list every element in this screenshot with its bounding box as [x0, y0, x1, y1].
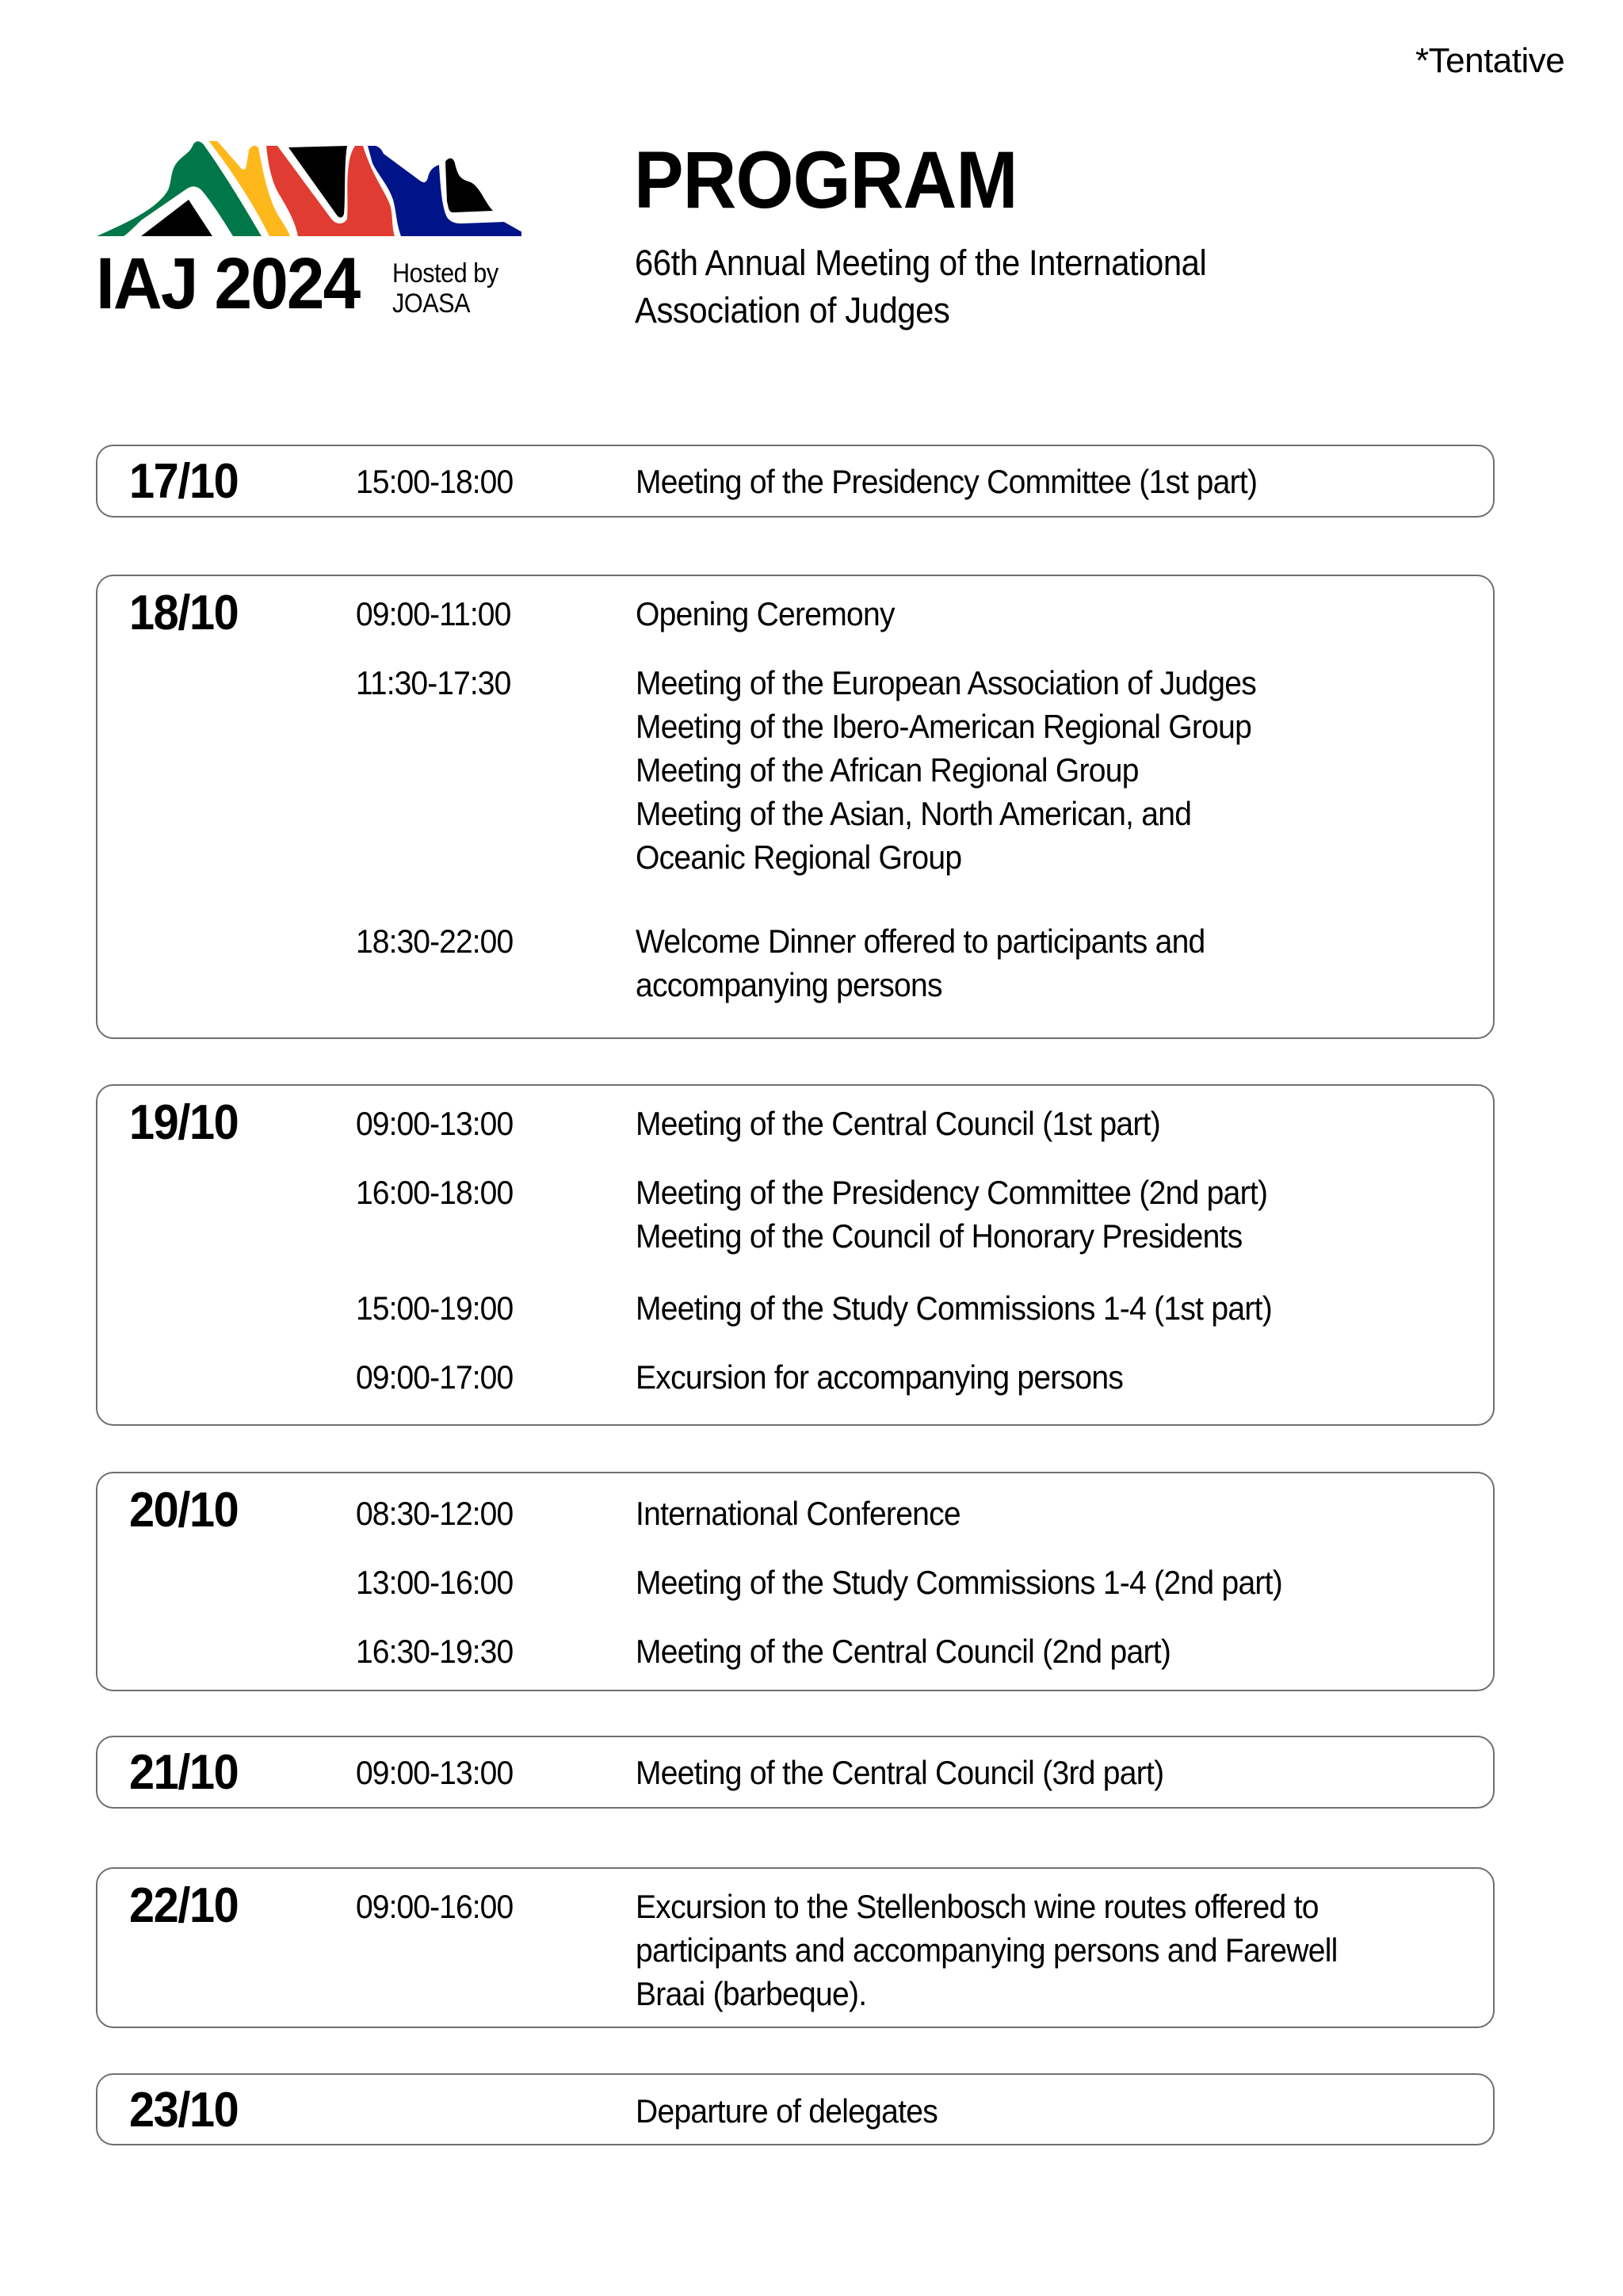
session-event — [636, 1629, 1410, 1673]
day-date: 17/10 — [129, 454, 239, 509]
day-card-21-10 — [96, 1736, 1495, 1809]
session-event — [636, 661, 1410, 879]
session-event — [636, 592, 1410, 636]
day-card-18-10 — [96, 575, 1495, 1039]
subtitle-line-1: 66th Annual Meeting of the International — [635, 243, 1207, 283]
event-line: Meeting of the African Regional Group — [636, 751, 1139, 789]
event-line: Meeting of the Asian, North American, and — [636, 795, 1192, 832]
day-date: 23/10 — [129, 2083, 239, 2137]
event-line: Meeting of the Study Commissions 1-4 (2nd part) — [636, 1564, 1283, 1601]
session-event — [636, 1102, 1410, 1145]
session-time: 08:30-12:00 — [356, 1495, 514, 1532]
session-time: 09:00-16:00 — [356, 1888, 514, 1925]
day-card-23-10 — [96, 2073, 1495, 2145]
day-date: 20/10 — [129, 1483, 239, 1538]
tentative-note: *Tentative — [1415, 41, 1565, 80]
session-time: 13:00-16:00 — [356, 1564, 514, 1601]
event-line: Meeting of the Ibero-American Regional Group — [636, 708, 1252, 745]
logo-host — [392, 258, 498, 319]
session-event — [636, 1885, 1410, 2015]
session-event — [636, 919, 1410, 1007]
hosted-by-label: Hosted by — [392, 258, 498, 288]
session-event — [636, 1355, 1410, 1399]
event-line: Braai (barbeque). — [636, 1975, 867, 2012]
day-card-19-10 — [96, 1084, 1495, 1426]
logo-title: IAJ 2024 — [96, 243, 360, 324]
day-card-20-10 — [96, 1472, 1495, 1691]
day-date: 21/10 — [129, 1745, 239, 1800]
session-event — [636, 1561, 1410, 1604]
event-line: Welcome Dinner offered to participants and — [636, 923, 1205, 960]
event-line: Oceanic Regional Group — [636, 839, 962, 876]
session-event — [636, 460, 1410, 503]
session-event — [636, 1751, 1410, 1794]
event-line: International Conference — [636, 1495, 960, 1532]
event-line: Excursion to the Stellenbosch wine routes offered to — [636, 1888, 1319, 1925]
event-line: Meeting of the European Association of Judges — [636, 664, 1256, 701]
session-time: 09:00-13:00 — [356, 1105, 514, 1142]
event-line: Meeting of the Presidency Committee (2nd part) — [636, 1174, 1268, 1211]
day-date: 18/10 — [129, 586, 239, 640]
page-title: PROGRAM — [634, 135, 1018, 225]
day-date: 19/10 — [129, 1095, 239, 1150]
host-name: JOASA — [392, 288, 471, 319]
session-event — [636, 1492, 1410, 1535]
session-time: 11:30-17:30 — [356, 664, 511, 701]
event-line: Meeting of the Presidency Committee (1st part) — [636, 463, 1258, 500]
day-card-22-10 — [96, 1867, 1495, 2028]
event-line: Meeting of the Central Council (2nd part) — [636, 1633, 1171, 1670]
event-line: Opening Ceremony — [636, 595, 895, 632]
event-line: Meeting of the Central Council (3rd part) — [636, 1754, 1164, 1791]
session-time: 09:00-13:00 — [356, 1754, 514, 1791]
table-mountain-flag-icon — [94, 141, 521, 240]
day-card-17-10 — [96, 445, 1495, 518]
session-time: 09:00-11:00 — [356, 595, 511, 632]
iaj-2024-logo — [94, 141, 521, 339]
event-line: Excursion for accompanying persons — [636, 1358, 1124, 1396]
session-time: 15:00-19:00 — [356, 1289, 514, 1327]
session-time: 15:00-18:00 — [356, 463, 514, 500]
session-time: 18:30-22:00 — [356, 923, 514, 960]
subtitle-line-2: Association of Judges — [635, 290, 950, 330]
event-line: Departure of delegates — [636, 2092, 938, 2130]
session-time: 16:00-18:00 — [356, 1174, 514, 1211]
event-line: accompanying persons — [636, 966, 942, 1003]
day-date: 22/10 — [129, 1878, 239, 1933]
session-event — [636, 2089, 1410, 2133]
event-line: participants and accompanying persons and Farewell — [636, 1931, 1338, 1969]
event-line: Meeting of the Central Council (1st part) — [636, 1105, 1161, 1142]
session-event — [636, 1286, 1410, 1330]
session-event — [636, 1171, 1410, 1258]
event-line: Meeting of the Study Commissions 1-4 (1st part) — [636, 1289, 1272, 1327]
session-time: 09:00-17:00 — [356, 1358, 514, 1396]
event-line: Meeting of the Council of Honorary Presidents — [636, 1217, 1243, 1255]
page-subtitle — [635, 239, 1298, 334]
session-time: 16:30-19:30 — [356, 1633, 514, 1670]
